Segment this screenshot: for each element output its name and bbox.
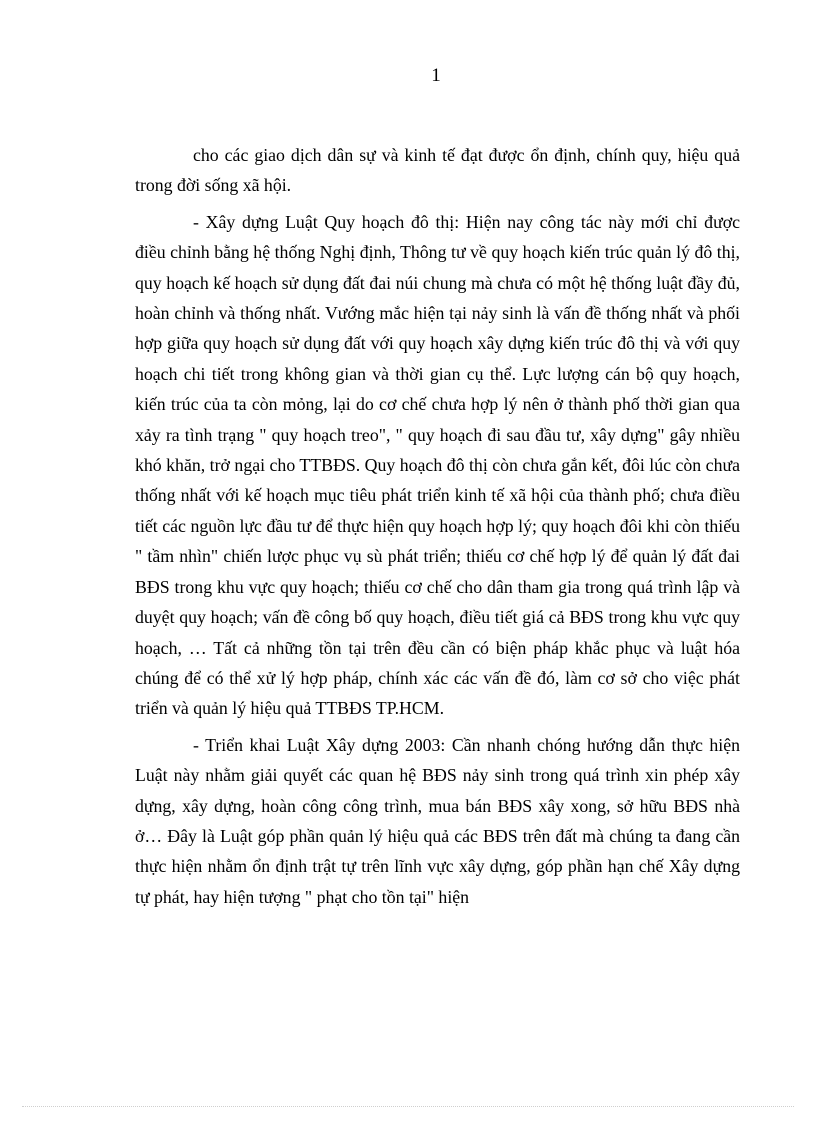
page-bottom-divider [22,1106,794,1107]
paragraph-construction-law-2003: - Triển khai Luật Xây dựng 2003: Cần nhanh chóng hướng dẫn thực hiện Luật này nhằm giải quyết các quan hệ BĐS nảy sinh trong quá trình xin phép xây dựng, xây dựng, hoàn công công trình, mua bán BĐS xây xong, sở hữu BĐS nhà ở… Đây là Luật góp phần quản lý hiệu quả các BĐS trên đất mà chúng ta đang cần thực hiện nhằm ổn định trật tự trên lĩnh vực xây dựng, góp phần hạn chế Xây dựng tự phát, hay hiện tượng " phạt cho tồn tại" hiện [135,734,740,907]
paragraph-continuation: cho các giao dịch dân sự và kinh tế đạt được ổn định, chính quy, hiệu quả trong đời sống xã hội. [135,145,740,196]
paragraph-urban-planning-law: - Xây dựng Luật Quy hoạch đô thị: Hiện nay công tác này mới chỉ được điều chỉnh bằng hệ thống Nghị định, Thông tư về quy hoạch kiến trúc quản lý đô thị, quy hoạch kế hoạch sử dụng đất đai núi chung mà chưa có một hệ thống luật đầy đủ, hoàn chỉnh và thống nhất. Vướng mắc hiện tại nảy sinh là vấn đề thống nhất và phối hợp giữa quy hoạch sử dụng đất với quy hoạch xây dựng kiến trúc đô thị và với quy hoạch chi tiết trong không gian và thời gian cụ thể. Lực lượng cán bộ quy hoạch, kiến trúc của ta còn mỏng, lại do cơ chế chưa hợp lý nên ở thành phố thời gian qua xảy ra tình trạng " quy hoạch treo", " quy hoạch đi sau đầu tư, xây dựng" gây nhiều khó khăn, trở ngại cho TTBĐS. Quy hoạch đô thị còn chưa gắn kết, đôi lúc còn chưa thống nhất với kế hoạch mục tiêu phát triển kinh tế xã hội của thành phố; chưa điều tiết các nguồn lực đầu tư để thực hiện quy hoạch hợp lý; quy hoạch đôi khi còn thiếu " tầm nhìn" chiến lược phục vụ sù phát triển; thiếu cơ chế hợp lý để quản lý đất đai BĐS trong khu vực quy hoạch; thiếu cơ chế cho dân tham gia trong quá trình lập và duyệt quy hoạch; vấn đề công bố quy hoạch, điều tiết giá cả BĐS trong khu vực quy hoạch, … Tất cả những tồn tại trên đều cần có biện pháp khắc phục và luật hóa chúng để có thể xử lý hợp pháp, chính xác các vấn đề đó, làm cơ sở cho việc phát triển và quản lý hiệu quả TTBĐS TP.HCM. [135,211,740,719]
page-number: 1 [431,65,441,86]
document-body [135,140,740,918]
